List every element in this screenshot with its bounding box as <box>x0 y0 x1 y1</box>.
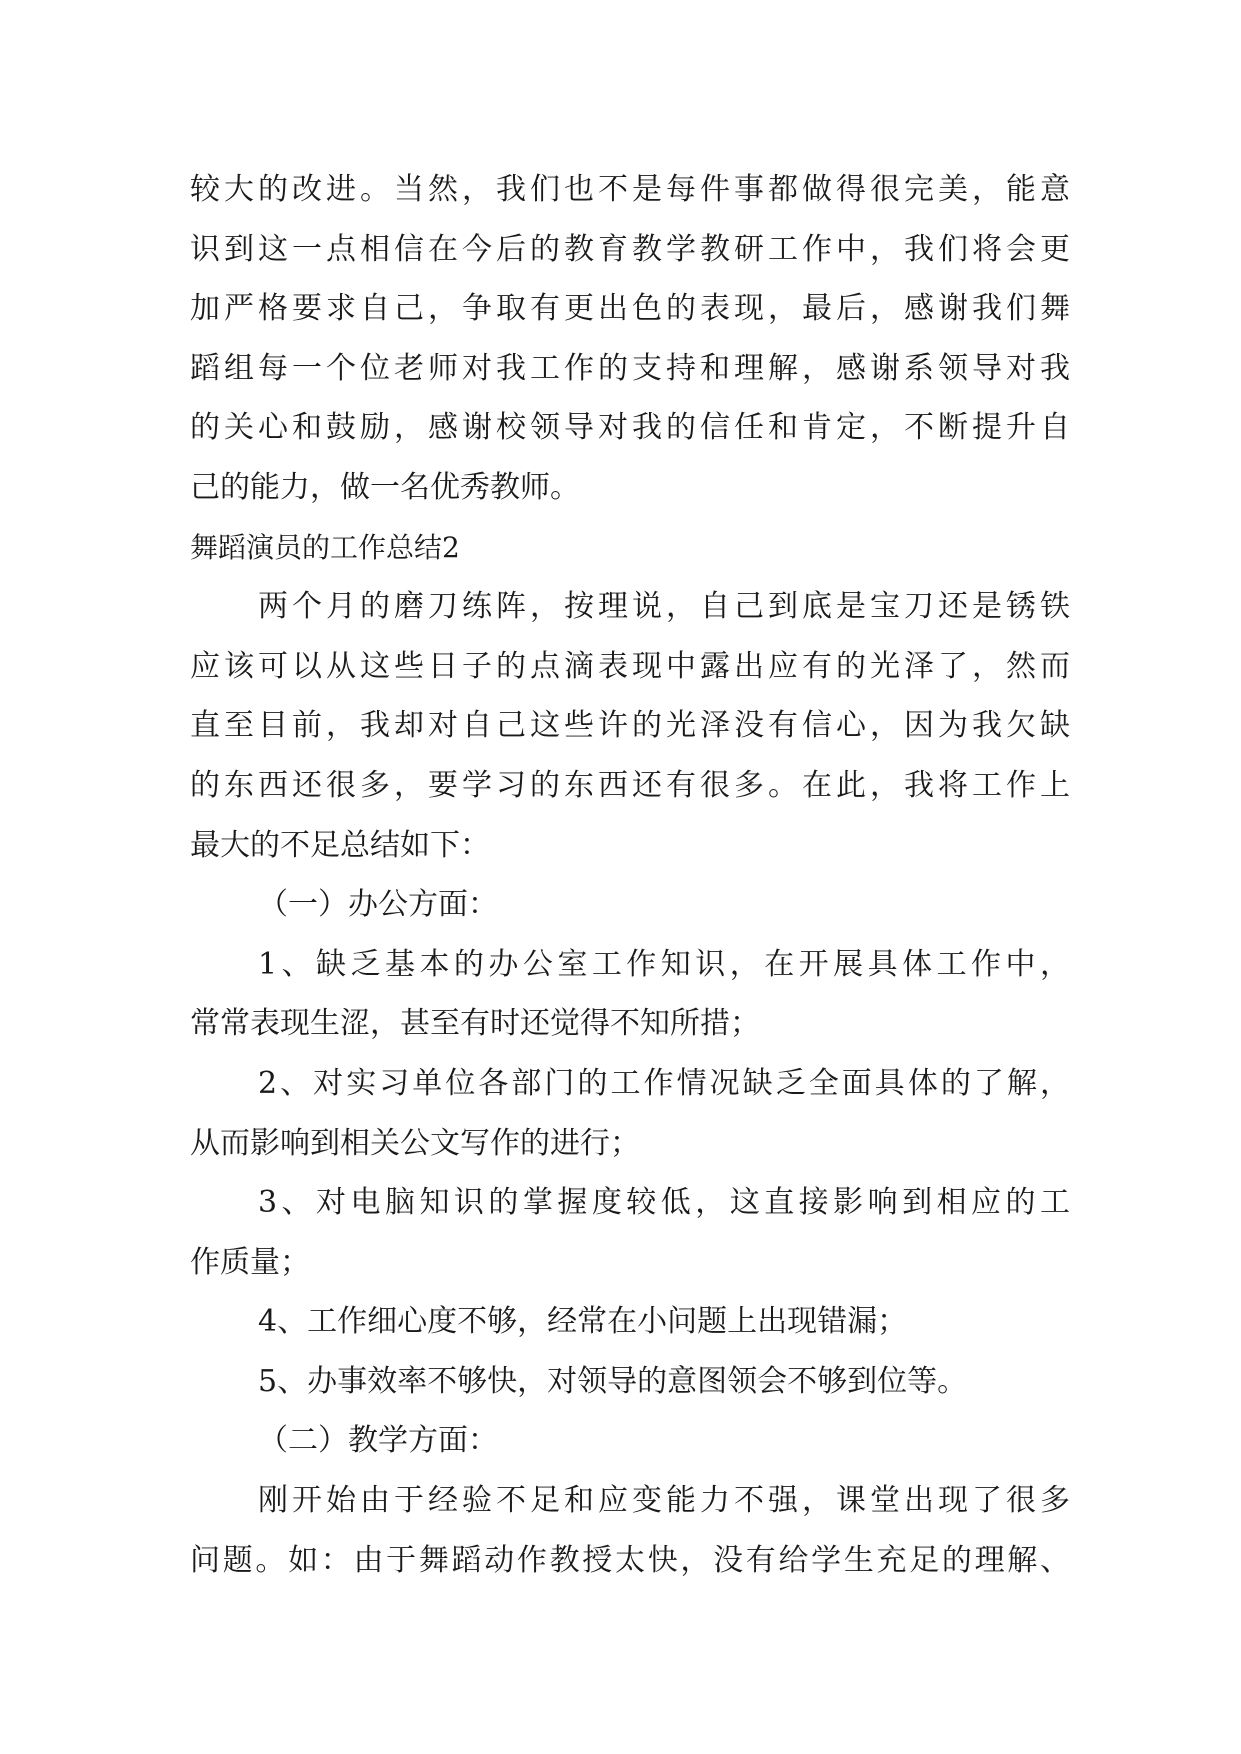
paragraph-line: 最大的不足总结如下： <box>190 827 490 863</box>
paragraph-line: 加严格要求自己，争取有更出色的表现，最后，感谢我们舞 <box>190 291 1070 327</box>
paragraph-line: 应该可以从这些日子的点滴表现中露出应有的光泽了，然而 <box>190 648 1070 684</box>
section-heading: 舞蹈演员的工作总结2 <box>190 530 460 564</box>
list-item-line: 5、办事效率不够快，对领导的意图领会不够到位等。 <box>258 1363 968 1399</box>
paragraph-line: 蹈组每一个位老师对我工作的支持和理解，感谢系领导对我 <box>190 350 1070 386</box>
paragraph-line: 刚开始由于经验不足和应变能力不强，课堂出现了很多 <box>258 1483 1070 1519</box>
list-item-line: 3、对电脑知识的掌握度较低，这直接影响到相应的工 <box>258 1185 1070 1221</box>
paragraph-line: 己的能力，做一名优秀教师。 <box>190 469 580 505</box>
paragraph-line: 的关心和鼓励，感谢校领导对我的信任和肯定，不断提升自 <box>190 410 1070 446</box>
list-item-line: 常常表现生涩，甚至有时还觉得不知所措； <box>190 1006 760 1042</box>
paragraph-line: 两个月的磨刀练阵，按理说，自己到底是宝刀还是锈铁 <box>258 589 1070 625</box>
subsection-heading: （一）办公方面： <box>258 887 498 923</box>
paragraph-line: 直至目前，我却对自己这些许的光泽没有信心，因为我欠缺 <box>190 708 1070 744</box>
list-item-line: 1、缺乏基本的办公室工作知识，在开展具体工作中， <box>258 946 1070 982</box>
list-item-line: 2、对实习单位各部门的工作情况缺乏全面具体的了解， <box>258 1065 1070 1101</box>
paragraph-line: 识到这一点相信在今后的教育教学教研工作中，我们将会更 <box>190 231 1070 267</box>
subsection-heading: （二）教学方面： <box>258 1423 498 1459</box>
list-item-line: 4、工作细心度不够，经常在小问题上出现错漏； <box>258 1304 908 1340</box>
list-item-line: 作质量； <box>190 1244 310 1280</box>
list-item-line: 从而影响到相关公文写作的进行； <box>190 1125 640 1161</box>
document-page <box>190 160 1070 1590</box>
paragraph-line: 的东西还很多，要学习的东西还有很多。在此，我将工作上 <box>190 767 1070 803</box>
paragraph-line: 问题。如：由于舞蹈动作教授太快，没有给学生充足的理解、 <box>190 1542 1070 1578</box>
paragraph-line: 较大的改进。当然，我们也不是每件事都做得很完美，能意 <box>190 172 1070 207</box>
